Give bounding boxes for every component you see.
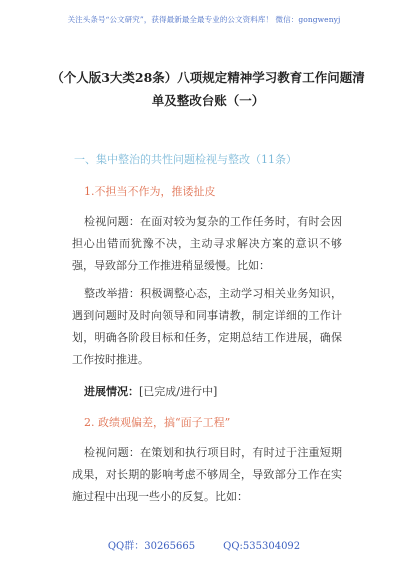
footer-qq-group: QQ群：30265665 bbox=[107, 541, 196, 552]
top-banner: 关注头条号“公文研究”，获得最新最全最专业的公文资料库！ 微信：gongwenyj bbox=[67, 15, 341, 24]
progress-value: [已完成/进行中] bbox=[139, 385, 218, 398]
check-paragraph-1: 检视问题：在面对较为复杂的工作任务时，有时会因担心出错而犹豫不决，主动寻求解决方案的意识不够强，导致部分工作推进稍显缓慢。比如： bbox=[72, 215, 342, 272]
section-heading: 一、集中整治的共性问题检视与整改（11条） bbox=[74, 153, 297, 166]
check-paragraph-2: 检视问题：在策划和执行项目时，有时过于注重短期成果，对长期的影响考虑不够周全，导致部分工作在实施过程中出现一些小的反复。比如： bbox=[72, 446, 342, 503]
item-heading-1: 1.不担当不作为，推诿扯皮 bbox=[84, 185, 216, 198]
footer-contact bbox=[0, 537, 408, 552]
progress-line bbox=[84, 383, 217, 399]
item-heading-2: 2. 政绩观偏差，搞“面子工程” bbox=[84, 416, 231, 429]
footer-qq: QQ:535304092 bbox=[223, 541, 301, 552]
document-title: （个人版3大类28条）八项规定精神学习教育工作问题清单及整改台账（一） bbox=[51, 70, 365, 108]
fix-paragraph-1: 整改举措：积极调整心态，主动学习相关业务知识，遇到问题时及时向领导和同事请教，制定详细的工作计划，明确各阶段目标和任务，定期总结工作进展，确保工作按时推进。 bbox=[72, 287, 342, 366]
progress-label: 进展情况： bbox=[84, 385, 139, 398]
